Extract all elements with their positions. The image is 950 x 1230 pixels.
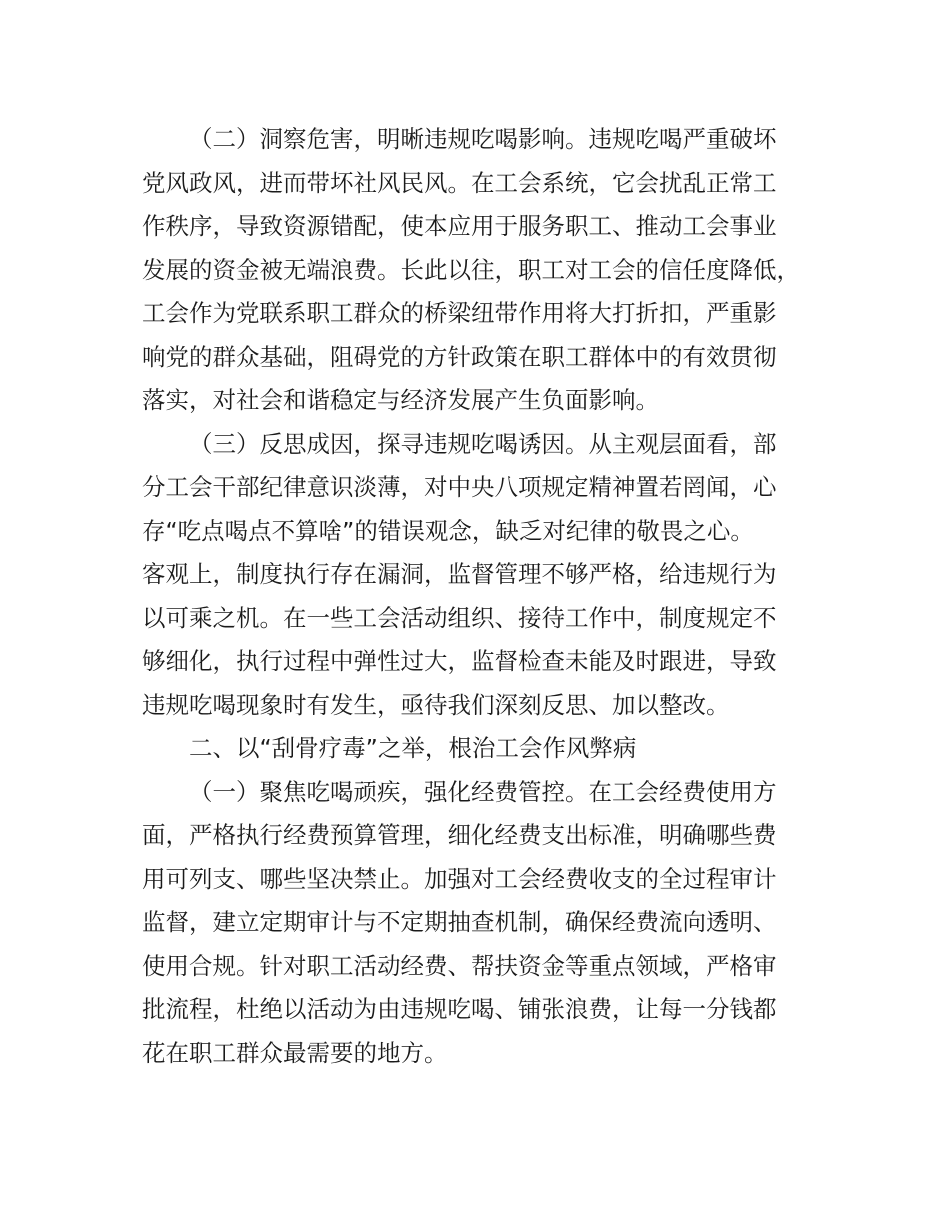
- text-line: 使用合规。针对职工活动经费、帮扶资金等重点领域，严格审: [142, 951, 777, 980]
- text-line: （一）聚焦吃喝顽疾，强化经费管控。在工会经费使用方: [189, 777, 777, 806]
- text-line: 发展的资金被无端浪费。长此以往，职工对工会的信任度降低，: [142, 255, 800, 284]
- text-line: 客观上，制度执行存在漏洞，监督管理不够严格，给违规行为: [142, 560, 777, 588]
- text-line: 用可列支、哪些坚决禁止。加强对工会经费收支的全过程审计: [142, 864, 777, 893]
- text-line: （三）反思成因，探寻违规吃喝诱因。从主观层面看，部: [189, 429, 777, 458]
- text-line: 作秩序，导致资源错配，使本应用于服务职工、推动工会事业: [142, 212, 777, 240]
- document-body: [142, 118, 822, 1075]
- text-line: 以可乘之机。在一些工会活动组织、接待工作中，制度规定不: [142, 603, 777, 632]
- paragraph-harm-analysis: [142, 118, 822, 423]
- paragraph-funds-control: [142, 771, 822, 1076]
- text-line: 够细化，执行过程中弹性过大，监督检查未能及时跟进，导致: [142, 647, 777, 675]
- text-line: 批流程，杜绝以活动为由违规吃喝、铺张浪费，让每一分钱都: [142, 995, 777, 1023]
- text-line: 分工会干部纪律意识淡薄，对中央八项规定精神置若罔闻，心: [142, 473, 777, 501]
- text-line: 工会作为党联系职工群众的桥梁纽带作用将大打折扣，严重影: [142, 299, 777, 327]
- section-heading: [142, 727, 822, 771]
- text-line: 存“吃点喝点不算啥”的错误观念，缺乏对纪律的敬畏之心。: [142, 516, 754, 545]
- text-line: 面，严格执行经费预算管理，细化经费支出标准，明确哪些费: [142, 821, 777, 849]
- text-line: 监督，建立定期审计与不定期抽查机制，确保经费流向透明、: [142, 908, 777, 936]
- text-line: （二）洞察危害，明晰违规吃喝影响。违规吃喝严重破坏: [189, 125, 777, 153]
- section-heading-text: 二、以“刮骨疗毒”之举，根治工会作风弊病: [189, 734, 637, 762]
- text-line: 响党的群众基础，阻碍党的方针政策在职工群体中的有效贯彻: [142, 342, 777, 371]
- text-line: 落实，对社会和谐稳定与经济发展产生负面影响。: [142, 386, 659, 414]
- text-line: 花在职工群众最需要的地方。: [142, 1038, 448, 1067]
- text-line: 违规吃喝现象时有发生，亟待我们深刻反思、加以整改。: [142, 690, 730, 719]
- text-line: 党风政风，进而带坏社风民风。在工会系统，它会扰乱正常工: [142, 168, 777, 197]
- paragraph-cause-reflection: [142, 423, 822, 728]
